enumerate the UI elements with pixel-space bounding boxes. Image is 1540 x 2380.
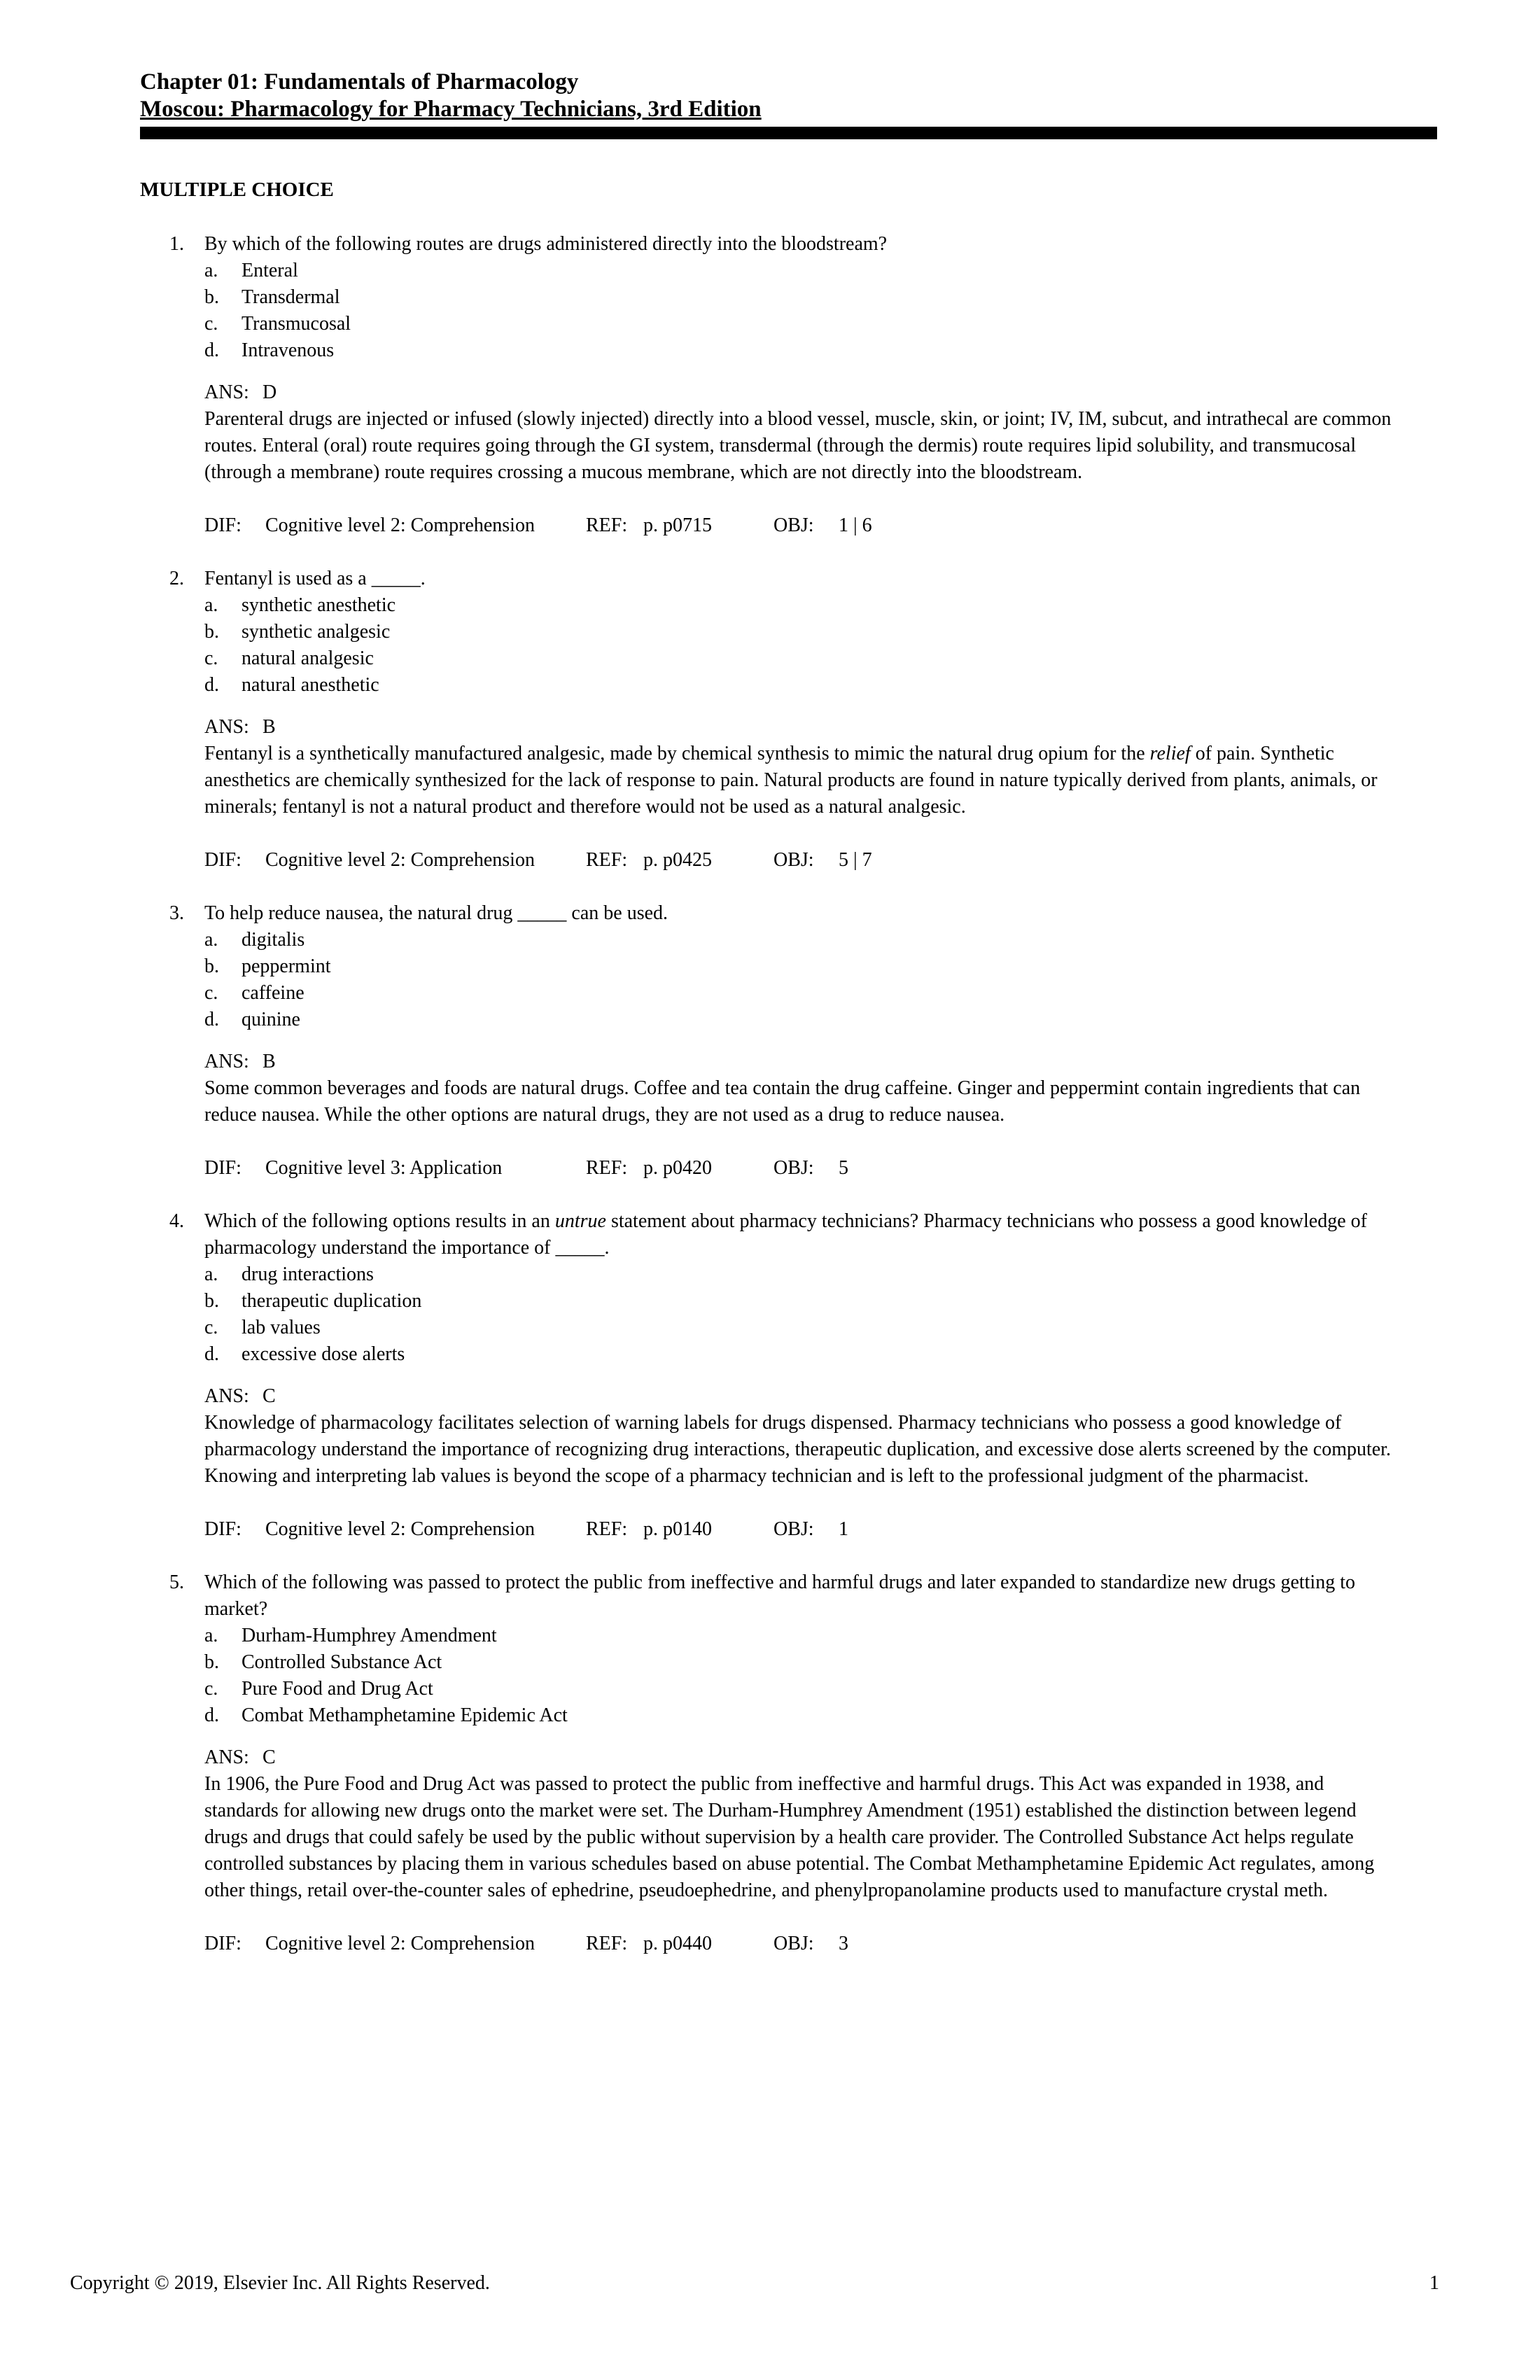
dif-label: DIF: xyxy=(204,514,241,536)
ref-value: p. p0420 xyxy=(643,1157,712,1179)
rationale xyxy=(204,1075,1394,1128)
option xyxy=(204,1702,1394,1729)
option-letter: d. xyxy=(204,674,219,696)
options-list xyxy=(204,1623,1394,1729)
option-letter: b. xyxy=(204,1651,219,1673)
question xyxy=(169,231,1401,539)
text-run: In 1906, the Pure Food and Drug Act was passed to protect the public from ineffective and harmful drugs. This Act was expanded in 1938, and standards for allowing new drugs onto the market were set. The Durham-Humphrey Amendment (1951) established the distinction between legend drugs and drugs that could safely be used by the public without supervision by a health care provider. The Controlled Substance Act helps regulate controlled substances by placing them in various schedules based on abuse potential. The Combat Methamphetamine Epidemic Act regulates, among other things, retail over-the-counter sales of ephedrine, pseudoephedrine, and phenylpropanolamine products used to manufacture crystal meth. xyxy=(204,1773,1375,1901)
text-run: relief xyxy=(1149,743,1191,764)
answer-value: B xyxy=(262,1051,276,1072)
option-letter: a. xyxy=(204,929,218,951)
question-number: 4. xyxy=(169,1210,184,1232)
header-title-line1: Chapter 01: Fundamentals of Pharmacology xyxy=(140,69,579,94)
dif-label: DIF: xyxy=(204,849,241,871)
obj-value: 3 xyxy=(839,1933,848,1954)
text-run: Knowledge of pharmacology facilitates selection of warning labels for drugs dispensed. Pharmacy technicians who possess a good knowledge of pharmacology understand the importance of recognizing drug interactions, therapeutic duplication, and excessive dose alerts screened by the computer. Knowing and interpreting lab values is beyond the scope of a pharmacy technician and is left to the professional judgment of the pharmacist. xyxy=(204,1412,1391,1487)
question-stem xyxy=(204,1569,1394,1623)
question-body xyxy=(204,566,1394,874)
meta-row xyxy=(204,1931,1394,1957)
question xyxy=(169,566,1401,874)
text-run: To help reduce nausea, the natural drug _____ can be used. xyxy=(204,902,668,924)
dif-value: Cognitive level 2: Comprehension xyxy=(265,1518,535,1540)
question-body xyxy=(204,1208,1394,1543)
obj-label: OBJ: xyxy=(774,514,814,536)
option xyxy=(204,953,1394,980)
option-text: natural analgesic xyxy=(241,648,374,669)
text-run: statement about pharmacy technicians? Pharmacy technicians who possess a good knowledge of pharmacology understand the importance of _____. xyxy=(204,1210,1367,1259)
option-text: digitalis xyxy=(241,929,305,951)
question-number: 3. xyxy=(169,902,184,924)
text-run: of pain. Synthetic anesthetics are chemically synthesized for the lack of response to pain. Natural products are found in nature typically derived from plants, animals, or minerals; fentanyl is not a natural product and therefore would not be used as a natural analgesic. xyxy=(204,743,1378,818)
option-letter: d. xyxy=(204,1704,219,1726)
option-text: drug interactions xyxy=(241,1264,374,1285)
ref-label: REF: xyxy=(586,1518,628,1540)
ref-label: REF: xyxy=(586,849,628,871)
option-text: synthetic analgesic xyxy=(241,621,391,643)
option-letter: b. xyxy=(204,286,219,308)
option-text: Enteral xyxy=(241,260,298,281)
rationale xyxy=(204,1771,1394,1904)
footer-copyright: Copyright © 2019, Elsevier Inc. All Rights Reserved. xyxy=(70,2272,490,2294)
header-divider-bar xyxy=(140,127,1437,139)
option xyxy=(204,1288,1394,1315)
dif-value: Cognitive level 3: Application xyxy=(265,1157,503,1179)
rationale xyxy=(204,741,1394,820)
option xyxy=(204,592,1394,619)
answer-value: C xyxy=(262,1746,276,1768)
page-footer xyxy=(70,2272,1439,2295)
dif-label: DIF: xyxy=(204,1933,241,1954)
answer-label: ANS: xyxy=(204,1385,249,1407)
answer-value: B xyxy=(262,716,276,738)
question-number: 5. xyxy=(169,1572,184,1593)
ref-value: p. p0715 xyxy=(643,514,712,536)
answer-row xyxy=(204,1049,1394,1075)
obj-label: OBJ: xyxy=(774,849,814,871)
option-letter: b. xyxy=(204,955,219,977)
text-run: Which of the following options results in an xyxy=(204,1210,555,1232)
option-letter: c. xyxy=(204,648,218,669)
option xyxy=(204,619,1394,645)
question-body xyxy=(204,1569,1394,1957)
question-number: 2. xyxy=(169,568,184,589)
dif-value: Cognitive level 2: Comprehension xyxy=(265,1933,535,1954)
option-letter: d. xyxy=(204,340,219,361)
option-letter: c. xyxy=(204,313,218,335)
option xyxy=(204,980,1394,1007)
options-list xyxy=(204,927,1394,1033)
header-title-line2: Moscou: Pharmacology for Pharmacy Technicians, 3rd Edition xyxy=(140,97,762,122)
option-letter: d. xyxy=(204,1009,219,1030)
dif-label: DIF: xyxy=(204,1518,241,1540)
obj-value: 1 xyxy=(839,1518,848,1540)
option xyxy=(204,1315,1394,1341)
answer-row xyxy=(204,1383,1394,1410)
obj-value: 5 | 7 xyxy=(839,849,872,871)
option-text: Transmucosal xyxy=(241,313,351,335)
text-run: untrue xyxy=(554,1210,606,1232)
meta-row xyxy=(204,512,1394,539)
option-text: lab values xyxy=(241,1317,321,1338)
page-header xyxy=(140,69,1437,139)
option-text: caffeine xyxy=(241,982,304,1004)
option-text: Combat Methamphetamine Epidemic Act xyxy=(241,1704,568,1726)
option-letter: b. xyxy=(204,1290,219,1312)
option-text: natural anesthetic xyxy=(241,674,379,696)
option-text: Pure Food and Drug Act xyxy=(241,1678,433,1700)
text-run: Fentanyl is used as a _____. xyxy=(204,568,426,589)
option-text: peppermint xyxy=(241,955,331,977)
answer-label: ANS: xyxy=(204,1051,249,1072)
option xyxy=(204,672,1394,699)
option-letter: c. xyxy=(204,1317,218,1338)
answer-label: ANS: xyxy=(204,716,249,738)
option xyxy=(204,284,1394,311)
option-text: Transdermal xyxy=(241,286,340,308)
ref-label: REF: xyxy=(586,514,628,536)
answer-row xyxy=(204,714,1394,741)
option-text: Controlled Substance Act xyxy=(241,1651,442,1673)
option-letter: a. xyxy=(204,1264,218,1285)
option xyxy=(204,1261,1394,1288)
footer-page-number: 1 xyxy=(1429,2272,1439,2294)
option xyxy=(204,1649,1394,1676)
answer-value: D xyxy=(262,382,277,403)
option xyxy=(204,1676,1394,1702)
options-list xyxy=(204,1261,1394,1368)
obj-value: 1 | 6 xyxy=(839,514,872,536)
text-run: Which of the following was passed to protect the public from ineffective and harmful drugs and later expanded to standardize new drugs getting to market? xyxy=(204,1572,1355,1620)
option-text: synthetic anesthetic xyxy=(241,594,396,616)
answer-row xyxy=(204,379,1394,406)
question-body xyxy=(204,231,1394,539)
question xyxy=(169,1208,1401,1543)
option xyxy=(204,645,1394,672)
dif-value: Cognitive level 2: Comprehension xyxy=(265,849,535,871)
answer-label: ANS: xyxy=(204,1746,249,1768)
ref-value: p. p0425 xyxy=(643,849,712,871)
obj-value: 5 xyxy=(839,1157,848,1179)
section-heading: MULTIPLE CHOICE xyxy=(140,178,334,201)
question-stem xyxy=(204,566,1394,592)
option-letter: d. xyxy=(204,1343,219,1365)
option-text: excessive dose alerts xyxy=(241,1343,405,1365)
text-run: By which of the following routes are drugs administered directly into the bloodstream? xyxy=(204,233,888,255)
question-body xyxy=(204,900,1394,1182)
option-text: therapeutic duplication xyxy=(241,1290,422,1312)
question xyxy=(169,1569,1401,1957)
answer-row xyxy=(204,1744,1394,1771)
options-list xyxy=(204,258,1394,364)
question-number: 1. xyxy=(169,233,184,255)
option xyxy=(204,1341,1394,1368)
obj-label: OBJ: xyxy=(774,1933,814,1954)
ref-value: p. p0440 xyxy=(643,1933,712,1954)
questions-list xyxy=(169,231,1401,1984)
option-letter: b. xyxy=(204,621,219,643)
option-letter: a. xyxy=(204,260,218,281)
ref-label: REF: xyxy=(586,1933,628,1954)
option-letter: c. xyxy=(204,982,218,1004)
option-letter: a. xyxy=(204,1625,218,1646)
obj-label: OBJ: xyxy=(774,1518,814,1540)
question-stem xyxy=(204,231,1394,258)
option-text: quinine xyxy=(241,1009,300,1030)
dif-label: DIF: xyxy=(204,1157,241,1179)
question-stem xyxy=(204,1208,1394,1261)
option xyxy=(204,311,1394,337)
answer-label: ANS: xyxy=(204,382,249,403)
meta-row xyxy=(204,847,1394,874)
option xyxy=(204,258,1394,284)
option-text: Intravenous xyxy=(241,340,335,361)
option xyxy=(204,337,1394,364)
ref-value: p. p0140 xyxy=(643,1518,712,1540)
option xyxy=(204,1007,1394,1033)
option-text: Durham-Humphrey Amendment xyxy=(241,1625,497,1646)
rationale xyxy=(204,1410,1394,1490)
answer-value: C xyxy=(262,1385,276,1407)
ref-label: REF: xyxy=(586,1157,628,1179)
option-letter: a. xyxy=(204,594,218,616)
option xyxy=(204,927,1394,953)
rationale xyxy=(204,406,1394,486)
dif-value: Cognitive level 2: Comprehension xyxy=(265,514,535,536)
text-run: Fentanyl is a synthetically manufactured analgesic, made by chemical synthesis to mimic the natural drug opium for the xyxy=(204,743,1150,764)
text-run: Parenteral drugs are injected or infused (slowly injected) directly into a blood vessel, muscle, skin, or joint; IV, IM, subcut, and intrathecal are common routes. Enteral (oral) route requires going through the GI system, transdermal (through the dermis) route requires lipid solubility, and transmucosal (through a membrane) route requires crossing a mucous membrane, which are not directly into the bloodstream. xyxy=(204,408,1392,483)
option-letter: c. xyxy=(204,1678,218,1700)
options-list xyxy=(204,592,1394,699)
text-run: Some common beverages and foods are natural drugs. Coffee and tea contain the drug caffeine. Ginger and peppermint contain ingredients that can reduce nausea. While the other options are natural drugs, they are not used as a drug to reduce nausea. xyxy=(204,1077,1361,1126)
meta-row xyxy=(204,1516,1394,1543)
meta-row xyxy=(204,1155,1394,1182)
question-stem xyxy=(204,900,1394,927)
question xyxy=(169,900,1401,1182)
obj-label: OBJ: xyxy=(774,1157,814,1179)
option xyxy=(204,1623,1394,1649)
